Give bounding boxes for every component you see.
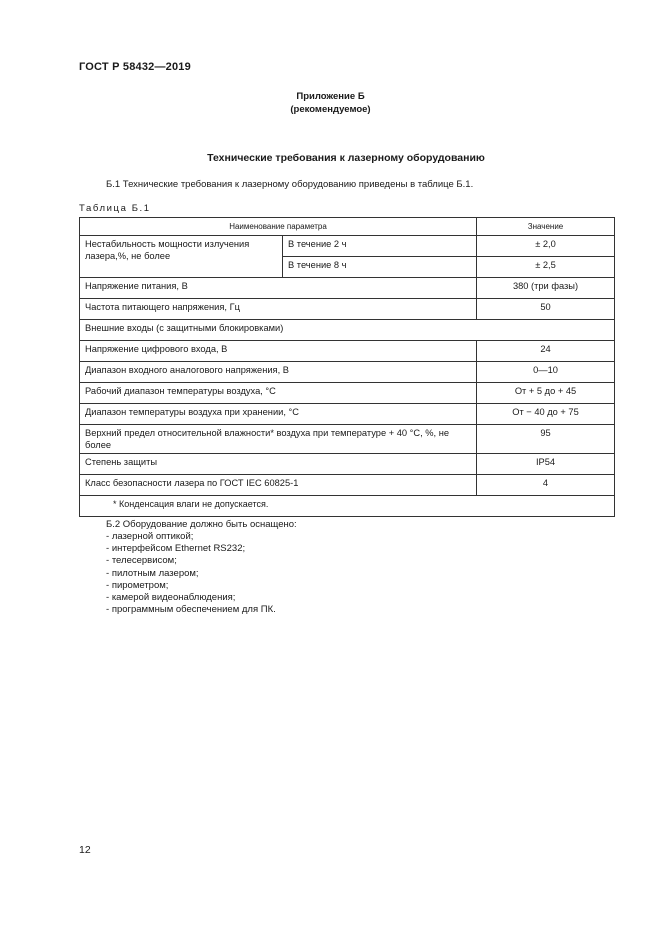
standard-code: ГОСТ Р 58432—2019 bbox=[79, 61, 191, 73]
list-item: - камерой видеонаблюдения; bbox=[106, 592, 276, 604]
table-row bbox=[80, 236, 615, 257]
page-number: 12 bbox=[79, 844, 91, 856]
appendix-subtitle: (рекомендуемое) bbox=[290, 104, 371, 115]
table-row bbox=[80, 454, 615, 475]
row-value: 95 bbox=[477, 425, 615, 454]
row-value: 0—10 bbox=[477, 362, 615, 383]
list-item: - программным обеспечением для ПК. bbox=[106, 604, 276, 616]
equipment-intro: Б.2 Оборудование должно быть оснащено: bbox=[106, 519, 297, 530]
table-row bbox=[80, 475, 615, 496]
row-value: IP54 bbox=[477, 454, 615, 475]
table-row bbox=[80, 278, 615, 299]
list-item: - интерфейсом Ethernet RS232; bbox=[106, 543, 276, 555]
row-label: Верхний предел относительной влажности* воздуха при температуре + 40 °С, %, не более bbox=[80, 425, 477, 454]
table-row bbox=[80, 299, 615, 320]
appendix-title: Приложение Б bbox=[296, 91, 365, 102]
sub-value: ± 2,5 bbox=[477, 257, 615, 278]
row-label: Рабочий диапазон температуры воздуха, °С bbox=[80, 383, 477, 404]
table-row bbox=[80, 320, 615, 341]
header-value: Значение bbox=[477, 218, 615, 236]
row-value: 4 bbox=[477, 475, 615, 496]
list-item: - телесервисом; bbox=[106, 555, 276, 567]
header-name: Наименование параметра bbox=[80, 218, 477, 236]
row-label: Напряжение цифрового входа, В bbox=[80, 341, 477, 362]
section-heading: Технические требования к лазерному оборудованию bbox=[207, 152, 485, 164]
row-value: 24 bbox=[477, 341, 615, 362]
spec-table bbox=[79, 217, 615, 517]
sub-label: В течение 8 ч bbox=[283, 257, 477, 278]
table-row bbox=[80, 362, 615, 383]
table-row bbox=[80, 404, 615, 425]
row-value: От − 40 до + 75 bbox=[477, 404, 615, 425]
row-label: Напряжение питания, В bbox=[80, 278, 477, 299]
list-item: - пилотным лазером; bbox=[106, 568, 276, 580]
row-label: Диапазон температуры воздуха при хранении, °С bbox=[80, 404, 477, 425]
table-caption: Таблица Б.1 bbox=[79, 203, 151, 214]
row-value: 50 bbox=[477, 299, 615, 320]
table-row bbox=[80, 341, 615, 362]
power-instability-label: Нестабильность мощности излучения лазера,%, не более bbox=[80, 236, 283, 278]
list-item: - лазерной оптикой; bbox=[106, 531, 276, 543]
table-footnote-row bbox=[80, 496, 615, 517]
row-label: Частота питающего напряжения, Гц bbox=[80, 299, 477, 320]
row-label: Степень защиты bbox=[80, 454, 477, 475]
row-label: Внешние входы (с защитными блокировками) bbox=[80, 320, 615, 341]
list-item: - пирометром; bbox=[106, 580, 276, 592]
row-label: Диапазон входного аналогового напряжения, В bbox=[80, 362, 477, 383]
table-row bbox=[80, 383, 615, 404]
sub-label: В течение 2 ч bbox=[283, 236, 477, 257]
section-intro: Б.1 Технические требования к лазерному оборудованию приведены в таблице Б.1. bbox=[106, 179, 474, 190]
row-value: 380 (три фазы) bbox=[477, 278, 615, 299]
row-label: Класс безопасности лазера по ГОСТ IEC 60825-1 bbox=[80, 475, 477, 496]
sub-value: ± 2,0 bbox=[477, 236, 615, 257]
row-value: От + 5 до + 45 bbox=[477, 383, 615, 404]
table-header-row bbox=[80, 218, 615, 236]
table-row bbox=[80, 425, 615, 454]
table-footnote: * Конденсация влаги не допускается. bbox=[80, 496, 615, 517]
equipment-list bbox=[106, 531, 276, 616]
